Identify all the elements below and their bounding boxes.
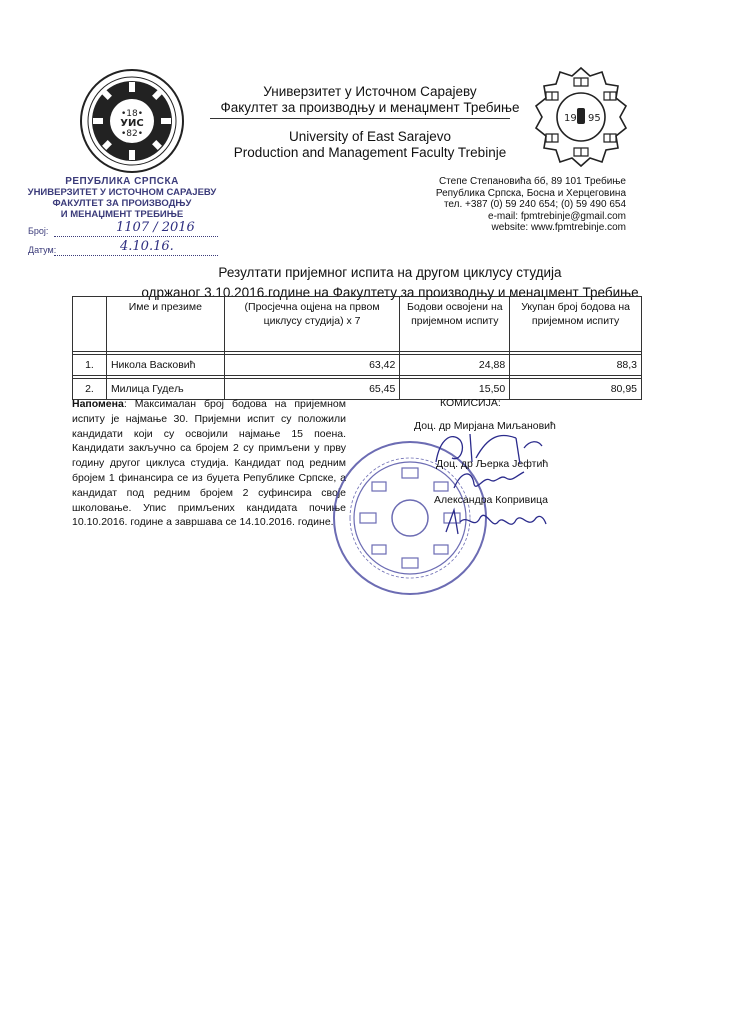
header-cell-exam-points: Бодови освојени на пријемном испиту xyxy=(400,297,510,352)
row-average: 65,45 xyxy=(224,379,400,400)
stamp-line-4: И МЕНАЏМЕНТ ТРЕБИЊЕ xyxy=(60,209,184,220)
header-cell-total: Укупан број бодова на пријемном испиту xyxy=(510,297,642,352)
stamp-line-2: УНИВЕРЗИТЕТ У ИСТОЧНОМ САРАЈЕВУ xyxy=(27,187,217,198)
university-name-sr: Универзитет у Источном Сарајеву xyxy=(263,84,477,99)
registry-number-date xyxy=(28,222,218,260)
commission-member-3: Александра Копривица xyxy=(434,494,548,506)
header-serbian xyxy=(190,84,550,116)
commission-member-1: Доц. др Мирјана Миљановић xyxy=(414,420,556,432)
datum-label: Датум: xyxy=(28,245,57,255)
faculty-name-sr: Факултет за производњу и менаџмент Требиње xyxy=(220,100,520,115)
commission-member-2: Доц. др Љерка Јефтић xyxy=(436,458,549,470)
row-exam-points: 24,88 xyxy=(400,355,510,376)
contact-website[interactable]: website: www.fpmtrebinje.com xyxy=(491,222,626,233)
note-paragraph xyxy=(72,397,346,530)
row-exam-points: 15,50 xyxy=(400,379,510,400)
title-line-2: одржаног 3.10.2016.године на Факултету за производњу и менаџмент Требиње xyxy=(141,285,639,300)
commission-title: КОМИСИЈА: xyxy=(440,397,501,409)
contact-address: Степе Степановића бб, 89 101 Требиње xyxy=(438,176,626,187)
svg-text:•18•: •18• xyxy=(120,109,144,119)
results-table xyxy=(72,296,642,400)
header-cell-average: (Просјечна оцјена на првом циклусу студија) х 7 xyxy=(224,297,400,352)
svg-text:19: 19 xyxy=(564,113,577,124)
note-text: : Максималан број бодова на пријемном испиту је најмање 30. Пријемни испит су положили кандидати који су освојили најмање 15 поена. Кандидати закључно са бројем 2 су примљени у прву годину другог циклуса студија. Кандидат под редним бројем 1 финансира се из буџета Републике Српске, а кандидат под редним бројем 2 суфинсира своје школовање. Упис примљених кандидата почиње 10.10.2016. године а завршава се 14.10.2016. године. xyxy=(72,398,346,529)
datum-handwritten: 4.10.16. xyxy=(120,239,174,254)
row-average: 63,42 xyxy=(224,355,400,376)
signature-2 xyxy=(450,466,530,496)
svg-text:95: 95 xyxy=(588,113,601,124)
header-divider xyxy=(210,118,510,119)
contact-block xyxy=(380,176,626,234)
signature-3 xyxy=(440,504,550,540)
contact-email[interactable]: e-mail: fpmtrebinje@gmail.com xyxy=(488,210,626,222)
signature-1 xyxy=(430,428,550,468)
header-cell-name: Име и презиме xyxy=(106,297,224,352)
header-english xyxy=(190,129,550,161)
university-name-en: University of East Sarajevo xyxy=(288,129,452,144)
row-index: 1. xyxy=(73,355,107,376)
table-header-row xyxy=(73,297,642,352)
header-cell-index xyxy=(73,297,107,352)
contact-country: Република Српска, Босна и Херцеговина xyxy=(435,187,626,199)
stamp-line-1: РЕПУБЛИКА СРПСКА xyxy=(65,176,179,187)
registry-stamp xyxy=(24,176,220,220)
faculty-name-en: Production and Management Faculty Trebinje xyxy=(233,145,507,160)
table-row xyxy=(73,355,642,376)
contact-phone: тел. +387 (0) 59 240 654; (0) 59 490 654 xyxy=(443,199,626,210)
row-total: 80,95 xyxy=(510,379,642,400)
row-index: 2. xyxy=(73,379,107,400)
note-label: Напомена xyxy=(72,398,124,410)
university-seal-logo xyxy=(79,68,185,174)
broj-label: Број: xyxy=(28,226,49,236)
stamp-line-3: ФАКУЛТЕТ ЗА ПРОИЗВОДЊУ xyxy=(52,198,192,209)
svg-text:УИС: УИС xyxy=(120,118,144,129)
broj-handwritten: 1107 / 2016 xyxy=(116,220,195,235)
row-name: Милица Гудељ xyxy=(106,379,224,400)
title-line-1: Резултати пријемног испита на другом циклусу студија xyxy=(218,265,562,280)
svg-text:•82•: •82• xyxy=(120,129,144,139)
row-name: Никола Васковић xyxy=(106,355,224,376)
row-total: 88,3 xyxy=(510,355,642,376)
